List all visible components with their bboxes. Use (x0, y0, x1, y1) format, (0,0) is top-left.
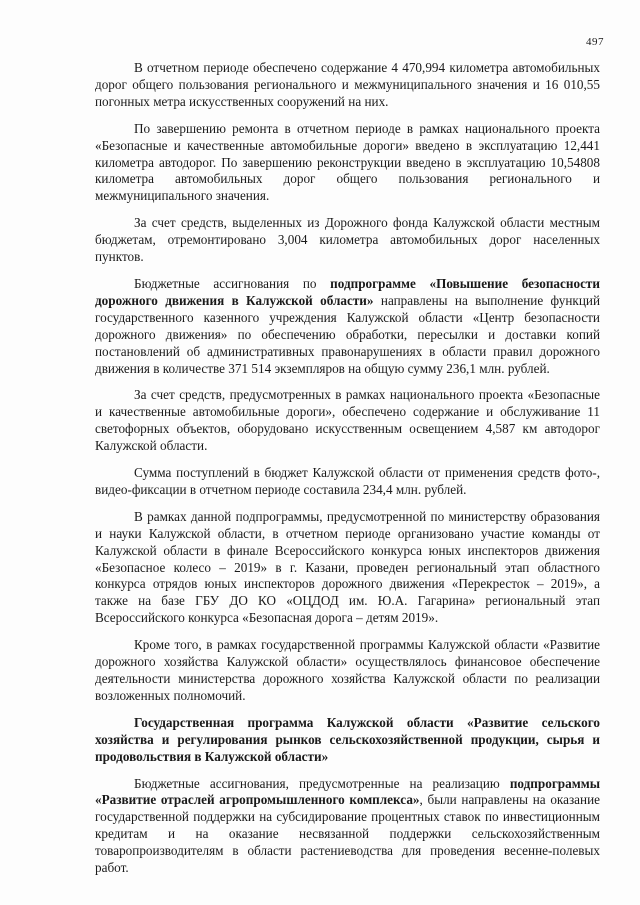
section-heading: Государственная программа Калужской области «Развитие сельского хозяйства и регулирования рынков сельскохозяйственной продукции, сырья и продовольствия в Калужской области» (95, 714, 600, 764)
paragraph-road-maintenance: В отчетном периоде обеспечено содержание 4 470,994 километра автомобильных дорог общего пользования регионального и межмуниципального значения и 16 010,55 погонных метра искусственных сооружений на них. (95, 60, 600, 109)
text-run: Бюджетные ассигнования, предусмотренные на реализацию (134, 775, 510, 791)
paragraph-traffic-safety-subprogram (95, 276, 600, 377)
paragraph-agro-subprogram (95, 776, 600, 877)
paragraph-photo-video-fixation: Сумма поступлений в бюджет Калужской области от применения средств фото-, видео-фиксации в отчетном периоде составила 234,4 млн. рублей. (95, 465, 600, 497)
paragraph-road-fund: За счет средств, выделенных из Дорожного фонда Калужской области местным бюджетам, отремонтировано 3,004 километра автомобильных дорог населенных пунктов. (95, 215, 600, 265)
text-run: , были направлены на оказание государственной поддержки на субсидирование процентных ставок по инвестиционным кредитам и на оказание несвязанной поддержки сельскохозяйственным товаропроизводителям в области растениеводства для проведения весенне-полевых работ. (95, 792, 601, 876)
paragraph-road-repair: По завершению ремонта в отчетном периоде в рамках национального проекта «Безопасные и качественные автомобильные дороги» введено в эксплуатацию 12,441 километра автодорог. По завершению реконструкции введено в эксплуатацию 10,54808 километра автомобильных дорог общего пользования регионального и межмуниципального значения. (95, 120, 600, 204)
paragraph-ministry-funding: Кроме того, в рамках государственной программы Калужской области «Развитие дорожного хозяйства Калужской области» осуществлялось финансовое обеспечение деятельности министерства дорожного хозяйства Калужской области по реализации возложенных полномочий. (95, 637, 600, 703)
paragraph-traffic-lights: За счет средств, предусмотренных в рамках национального проекта «Безопасные и качественные автомобильные дороги», обеспечено содержание и обслуживание 11 светофорных объектов, оборудовано искусственным освещением 4,587 км автодорог Калужской области. (95, 387, 600, 454)
page-number: 497 (586, 36, 604, 48)
document-body (95, 60, 600, 887)
text-run: Бюджетные ассигнования по (134, 275, 331, 291)
subprogram-name: подпрограммы «Развитие отраслей агропромышленного комплекса» (95, 775, 600, 808)
subprogram-name: подпрограмме «Повышение безопасности дорожного движения в Калужской области» (95, 275, 600, 308)
text-run: направлены на выполнение функций государственного казенного учреждения Калужской области «Центр безопасности дорожного движения» по обеспечению обработки, пересылки и доставки копий постановлений об административных правонарушениях в области правил дорожного движения в количестве 371 514 экземпляров на общую сумму 236,1 млн. рублей. (95, 292, 601, 376)
paragraph-young-inspectors: В рамках данной подпрограммы, предусмотренной по министерству образования и науки Калужской области, в отчетном периоде организовано участие команды от Калужской области в финале Всероссийского конкурса юных инспекторов движения «Безопасное колесо – 2019» в г. Казани, проведен региональный этап областного конкурса отрядов юных инспекторов дорожного движения «Перекресток – 2019», а также на базе ГБУ ДО КО «ОЦДОД им. Ю.А. Гагарина» региональный этап Всероссийского конкурса «Безопасная дорога – детям 2019». (95, 508, 600, 626)
